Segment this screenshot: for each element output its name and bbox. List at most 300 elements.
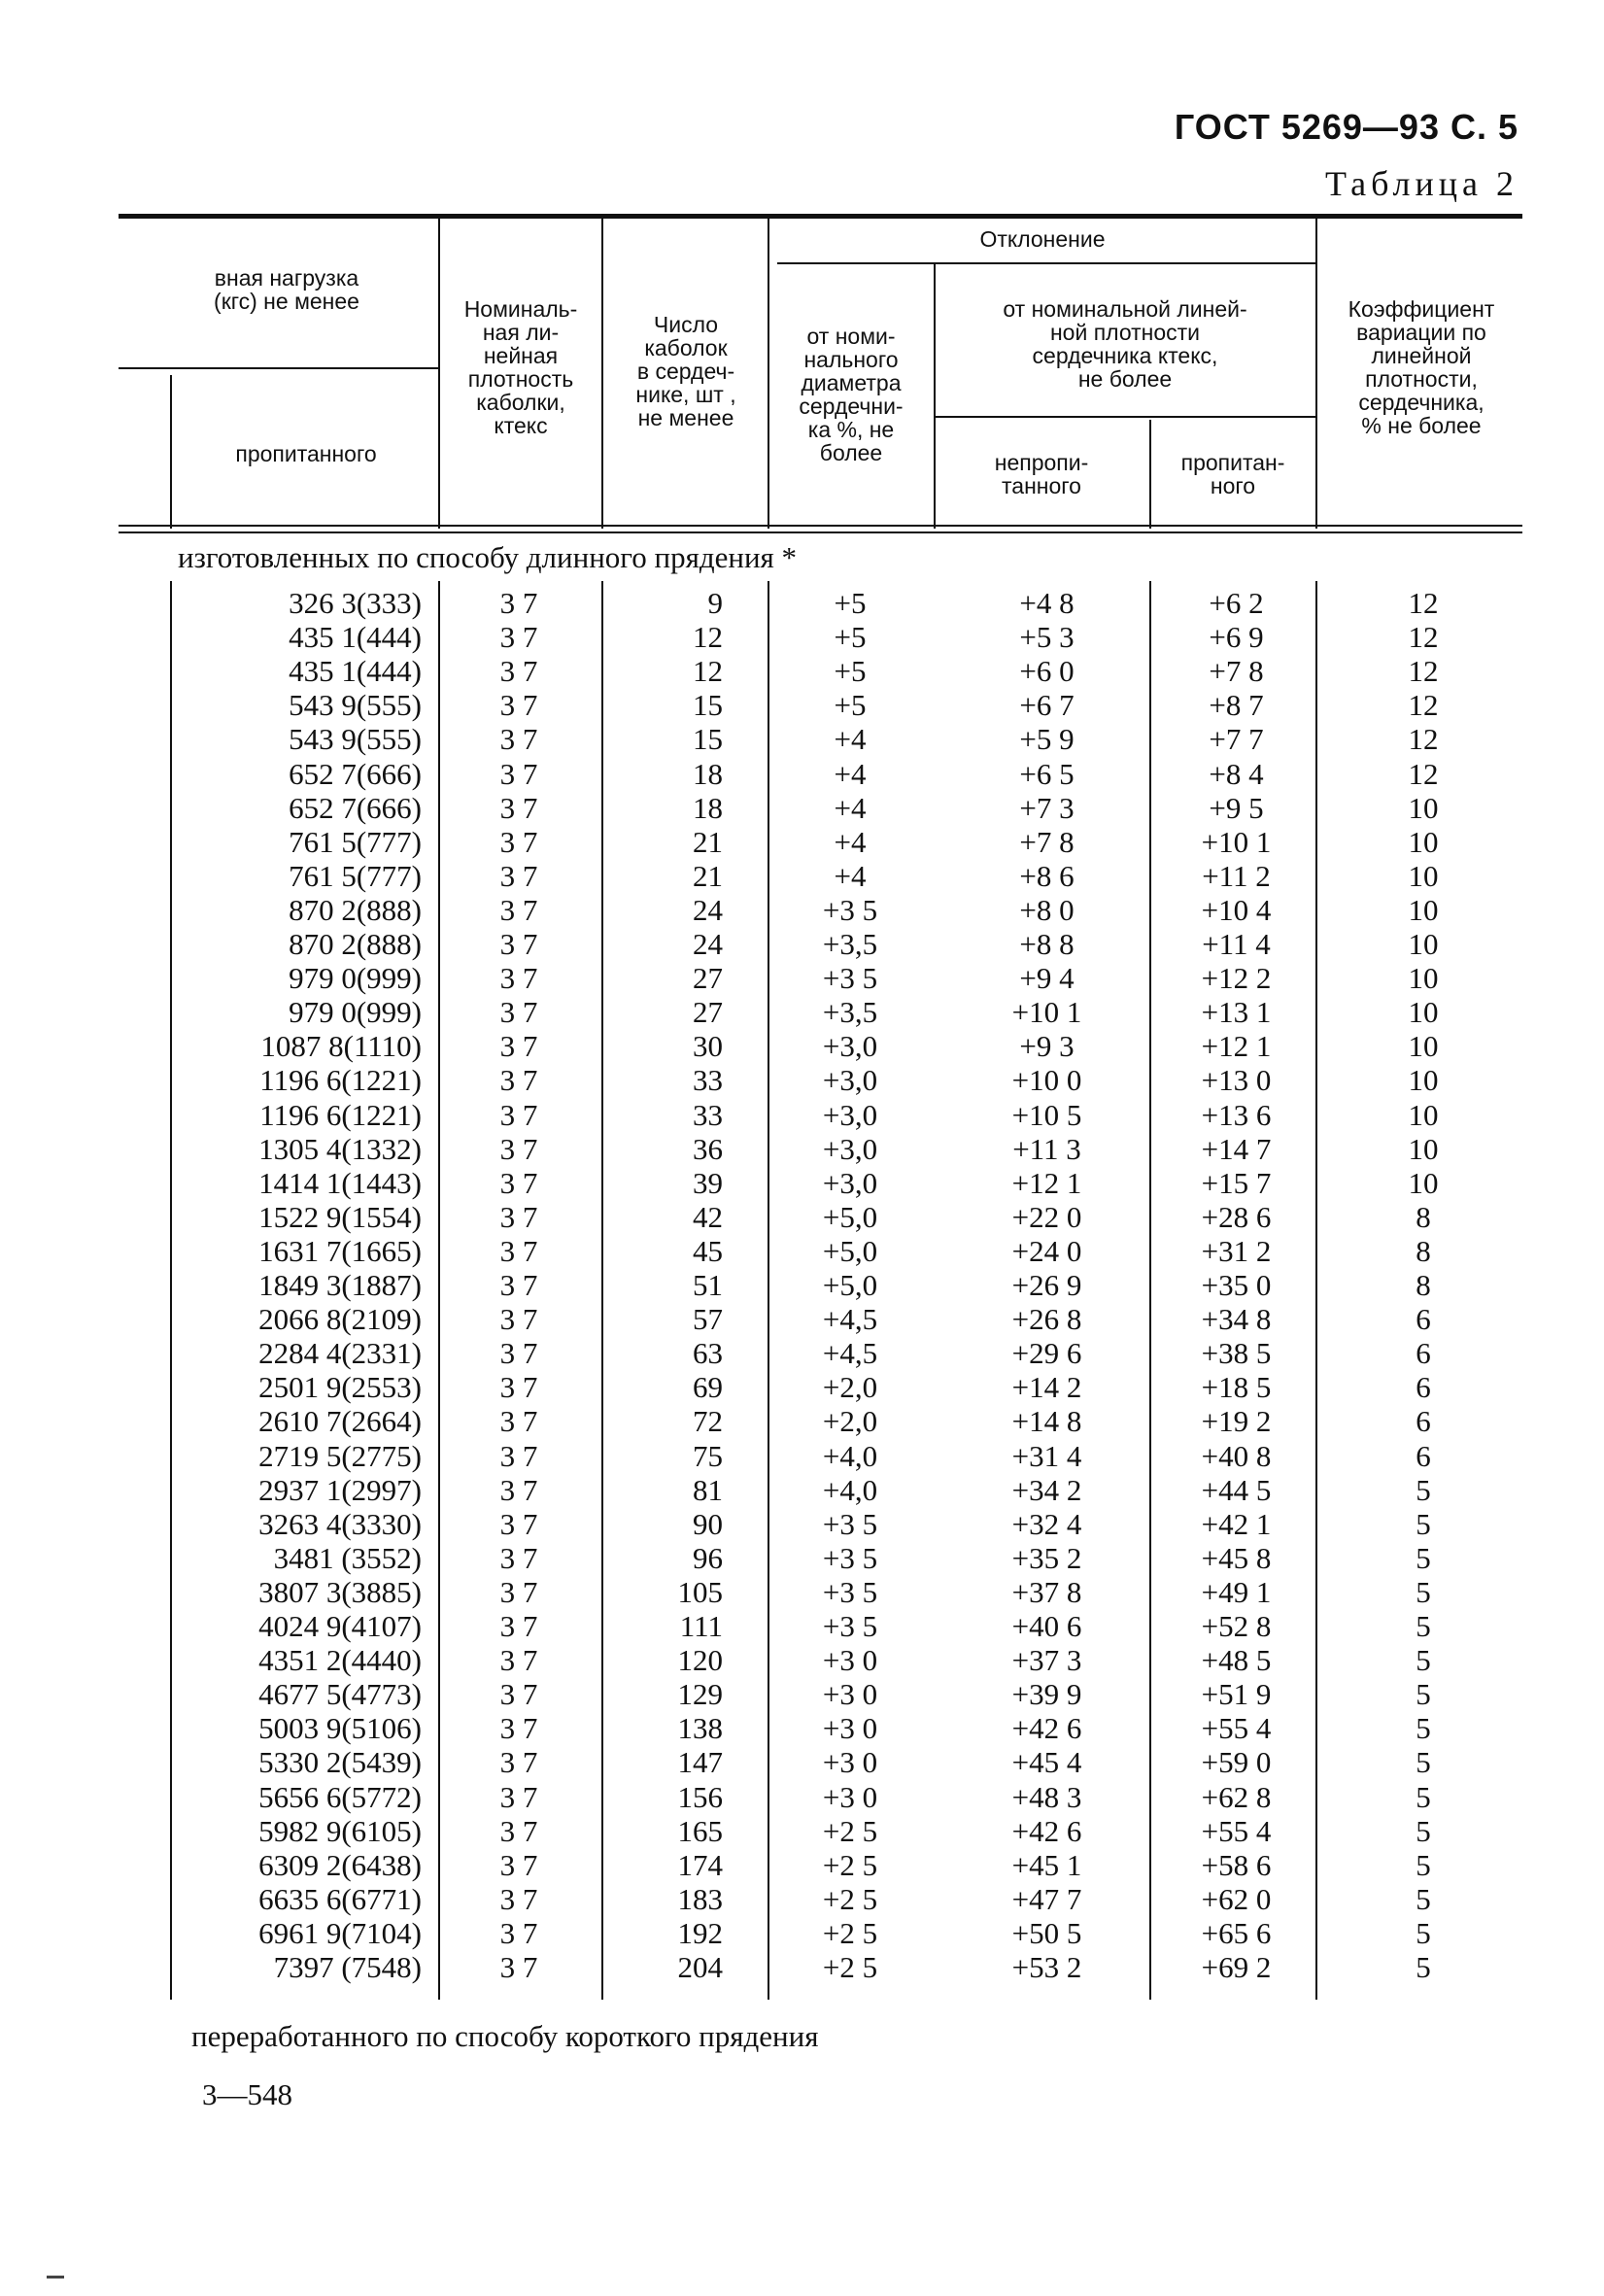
cell-linear-density: 3 7 [499, 1506, 538, 1541]
cell-nonimpregnated-deviation: +47 7 [1011, 1881, 1082, 1916]
table-row [0, 1268, 1604, 1302]
header-divider [768, 216, 769, 529]
cell-yarn-count: 27 [693, 995, 723, 1030]
cell-impregnated-deviation: +6 2 [1209, 586, 1264, 620]
cell-yarn-count: 15 [693, 722, 723, 757]
cell-diameter-deviation: +2,0 [822, 1404, 878, 1439]
cell-variation-coef: 8 [1416, 1199, 1431, 1234]
cell-impregnated-deviation: +58 6 [1201, 1847, 1272, 1882]
header-divider [438, 216, 440, 529]
cell-nonimpregnated-deviation: +8 6 [1019, 858, 1075, 893]
cell-yarn-count: 9 [707, 586, 723, 620]
cell-impregnated-deviation: +51 9 [1201, 1677, 1272, 1712]
cell-variation-coef: 12 [1408, 722, 1439, 757]
cell-breaking-load: 2610 7(2664) [258, 1404, 422, 1439]
cell-diameter-deviation: +5 [834, 586, 867, 620]
cell-yarn-count: 72 [693, 1404, 723, 1439]
cell-variation-coef: 5 [1416, 1506, 1431, 1541]
cell-yarn-count: 81 [693, 1472, 723, 1507]
cell-linear-density: 3 7 [499, 1745, 538, 1780]
cell-diameter-deviation: +3 0 [822, 1711, 878, 1746]
col-header-yarn-count: Число каболок в сердеч- нике, шт , не менее [635, 312, 736, 430]
cell-linear-density: 3 7 [499, 688, 538, 723]
cell-impregnated-deviation: +55 4 [1201, 1711, 1272, 1746]
cell-linear-density: 3 7 [499, 1643, 538, 1678]
cell-variation-coef: 10 [1408, 790, 1439, 825]
cell-diameter-deviation: +5,0 [822, 1233, 878, 1268]
col-header-variation-coef: Коэффициент вариации по линейной плотности, сердечника, % не более [1348, 296, 1495, 438]
cell-linear-density: 3 7 [499, 586, 538, 620]
table-row [0, 791, 1604, 825]
cell-linear-density: 3 7 [499, 1029, 538, 1064]
table-row [0, 961, 1604, 995]
cell-impregnated-deviation: +45 8 [1201, 1540, 1272, 1575]
col-header-linear-density: Номиналь- ная ли- нейная плотность каболки, ктекс [463, 296, 578, 438]
cell-breaking-load: 2501 9(2553) [258, 1370, 422, 1405]
cell-diameter-deviation: +5,0 [822, 1199, 878, 1234]
table-row [0, 1882, 1604, 1916]
cell-linear-density: 3 7 [499, 1472, 538, 1507]
table-row [0, 1404, 1604, 1438]
header-divider [1149, 420, 1151, 529]
cell-yarn-count: 51 [693, 1268, 723, 1302]
cell-linear-density: 3 7 [499, 790, 538, 825]
col-header-deviation: Отклонение [979, 226, 1106, 252]
section-title-long-spinning: изготовленных по способу длинного прядения * [178, 540, 798, 574]
table-row [0, 1132, 1604, 1166]
cell-breaking-load: 3807 3(3885) [258, 1574, 422, 1609]
cell-impregnated-deviation: +34 8 [1201, 1302, 1272, 1337]
cell-variation-coef: 5 [1416, 1813, 1431, 1848]
cell-variation-coef: 10 [1408, 858, 1439, 893]
cell-breaking-load: 4677 5(4773) [258, 1677, 422, 1712]
cell-yarn-count: 39 [693, 1165, 723, 1200]
cell-variation-coef: 5 [1416, 1915, 1431, 1950]
cell-diameter-deviation: +5 [834, 654, 867, 689]
cell-breaking-load: 1305 4(1332) [258, 1131, 422, 1166]
cell-diameter-deviation: +4,0 [822, 1438, 878, 1473]
cell-yarn-count: 24 [693, 892, 723, 927]
cell-breaking-load: 1522 9(1554) [258, 1199, 422, 1234]
cell-breaking-load: 979 0(999) [289, 995, 422, 1030]
cell-impregnated-deviation: +12 2 [1201, 961, 1272, 996]
cell-nonimpregnated-deviation: +42 6 [1011, 1813, 1082, 1848]
cell-yarn-count: 174 [677, 1847, 723, 1882]
cell-diameter-deviation: +4 [834, 790, 867, 825]
cell-impregnated-deviation: +55 4 [1201, 1813, 1272, 1848]
col-header-nonimpregnated: непропи- танного [994, 450, 1089, 498]
col-header-diameter-dev: от номи- нального диаметра сердечни- ка %, не более [799, 324, 904, 465]
cell-variation-coef: 5 [1416, 1574, 1431, 1609]
table-row [0, 1780, 1604, 1814]
cell-breaking-load: 543 9(555) [289, 688, 422, 723]
cell-yarn-count: 111 [679, 1609, 723, 1643]
cell-linear-density: 3 7 [499, 1915, 538, 1950]
cell-impregnated-deviation: +28 6 [1201, 1199, 1272, 1234]
cell-diameter-deviation: +2,0 [822, 1370, 878, 1405]
cell-nonimpregnated-deviation: +14 2 [1011, 1370, 1082, 1405]
cell-linear-density: 3 7 [499, 620, 538, 655]
cell-linear-density: 3 7 [499, 1131, 538, 1166]
cell-nonimpregnated-deviation: +11 3 [1012, 1131, 1081, 1166]
table-row [0, 722, 1604, 756]
cell-nonimpregnated-deviation: +9 3 [1019, 1029, 1075, 1064]
cell-impregnated-deviation: +62 8 [1201, 1779, 1272, 1814]
cell-variation-coef: 6 [1416, 1336, 1431, 1371]
cell-variation-coef: 12 [1408, 688, 1439, 723]
cell-impregnated-deviation: +9 5 [1209, 790, 1264, 825]
cell-variation-coef: 5 [1416, 1609, 1431, 1643]
cell-linear-density: 3 7 [499, 995, 538, 1030]
cell-yarn-count: 21 [693, 858, 723, 893]
cell-variation-coef: 5 [1416, 1472, 1431, 1507]
cell-breaking-load: 4024 9(4107) [258, 1609, 422, 1643]
cell-diameter-deviation: +3,0 [822, 1131, 878, 1166]
cell-linear-density: 3 7 [499, 1574, 538, 1609]
cell-impregnated-deviation: +8 4 [1209, 756, 1264, 791]
cell-variation-coef: 5 [1416, 1711, 1431, 1746]
cell-linear-density: 3 7 [499, 1097, 538, 1132]
cell-nonimpregnated-deviation: +5 9 [1019, 722, 1075, 757]
table-row [0, 1848, 1604, 1882]
cell-diameter-deviation: +3,5 [822, 995, 878, 1030]
cell-yarn-count: 75 [693, 1438, 723, 1473]
cell-yarn-count: 36 [693, 1131, 723, 1166]
cell-yarn-count: 120 [677, 1643, 723, 1678]
cell-breaking-load: 7397 (7548) [273, 1950, 422, 1984]
cell-yarn-count: 18 [693, 756, 723, 791]
cell-nonimpregnated-deviation: +12 1 [1011, 1165, 1082, 1200]
cell-nonimpregnated-deviation: +32 4 [1011, 1506, 1082, 1541]
cell-impregnated-deviation: +13 0 [1201, 1063, 1272, 1098]
cell-breaking-load: 6961 9(7104) [258, 1915, 422, 1950]
table-row [0, 1098, 1604, 1132]
cell-impregnated-deviation: +59 0 [1201, 1745, 1272, 1780]
table-row [0, 825, 1604, 859]
table-row [0, 1609, 1604, 1643]
cell-breaking-load: 5003 9(5106) [258, 1711, 422, 1746]
cell-nonimpregnated-deviation: +4 8 [1019, 586, 1075, 620]
cell-linear-density: 3 7 [499, 1950, 538, 1984]
table-row [0, 1439, 1604, 1473]
table-row [0, 1370, 1604, 1404]
cell-diameter-deviation: +3 5 [822, 1540, 878, 1575]
cell-impregnated-deviation: +8 7 [1209, 688, 1264, 723]
cell-linear-density: 3 7 [499, 1233, 538, 1268]
cell-nonimpregnated-deviation: +35 2 [1011, 1540, 1082, 1575]
cell-yarn-count: 57 [693, 1302, 723, 1337]
cell-yarn-count: 129 [677, 1677, 723, 1712]
cell-yarn-count: 15 [693, 688, 723, 723]
table-row [0, 1814, 1604, 1848]
table-row [0, 1643, 1604, 1677]
cell-impregnated-deviation: +31 2 [1201, 1233, 1272, 1268]
cell-yarn-count: 183 [677, 1881, 723, 1916]
cell-linear-density: 3 7 [499, 654, 538, 689]
cell-linear-density: 3 7 [499, 1677, 538, 1712]
cell-impregnated-deviation: +11 2 [1202, 858, 1271, 893]
cell-impregnated-deviation: +7 7 [1209, 722, 1264, 757]
cell-linear-density: 3 7 [499, 1609, 538, 1643]
cell-yarn-count: 96 [693, 1540, 723, 1575]
cell-variation-coef: 5 [1416, 1950, 1431, 1984]
cell-yarn-count: 165 [677, 1813, 723, 1848]
cell-nonimpregnated-deviation: +53 2 [1011, 1950, 1082, 1984]
cell-breaking-load: 4351 2(4440) [258, 1643, 422, 1678]
cell-nonimpregnated-deviation: +7 8 [1019, 824, 1075, 859]
cell-diameter-deviation: +3 0 [822, 1779, 878, 1814]
table-row [0, 1745, 1604, 1779]
table-row [0, 1029, 1604, 1063]
cell-impregnated-deviation: +69 2 [1201, 1950, 1272, 1984]
cell-nonimpregnated-deviation: +6 5 [1019, 756, 1075, 791]
table-row [0, 1916, 1604, 1950]
cell-variation-coef: 10 [1408, 1131, 1439, 1166]
col-header-impregnated-dev: пропитан- ного [1180, 450, 1285, 498]
cell-linear-density: 3 7 [499, 756, 538, 791]
cell-variation-coef: 5 [1416, 1677, 1431, 1712]
header-divider [170, 375, 172, 529]
cell-linear-density: 3 7 [499, 858, 538, 893]
cell-yarn-count: 90 [693, 1506, 723, 1541]
cell-linear-density: 3 7 [499, 1268, 538, 1302]
table-row [0, 1473, 1604, 1507]
cell-yarn-count: 33 [693, 1097, 723, 1132]
cell-yarn-count: 21 [693, 824, 723, 859]
cell-nonimpregnated-deviation: +6 0 [1019, 654, 1075, 689]
cell-yarn-count: 42 [693, 1199, 723, 1234]
cell-diameter-deviation: +3,0 [822, 1029, 878, 1064]
cell-diameter-deviation: +3 0 [822, 1643, 878, 1678]
cell-diameter-deviation: +3,0 [822, 1097, 878, 1132]
cell-breaking-load: 2719 5(2775) [258, 1438, 422, 1473]
cell-breaking-load: 1196 6(1221) [259, 1097, 422, 1132]
cell-impregnated-deviation: +38 5 [1201, 1336, 1272, 1371]
cell-diameter-deviation: +4,5 [822, 1336, 878, 1371]
cell-nonimpregnated-deviation: +8 0 [1019, 892, 1075, 927]
cell-impregnated-deviation: +52 8 [1201, 1609, 1272, 1643]
header-divider [601, 216, 603, 529]
cell-nonimpregnated-deviation: +42 6 [1011, 1711, 1082, 1746]
section-title-short-spinning: переработанного по способу короткого прядения [191, 2019, 819, 2053]
cell-yarn-count: 69 [693, 1370, 723, 1405]
cell-impregnated-deviation: +13 6 [1201, 1097, 1272, 1132]
header-divider [1315, 216, 1317, 529]
cell-variation-coef: 10 [1408, 1063, 1439, 1098]
cell-nonimpregnated-deviation: +39 9 [1011, 1677, 1082, 1712]
page-code: 3—548 [202, 2077, 292, 2111]
cell-breaking-load: 652 7(666) [289, 790, 422, 825]
cell-impregnated-deviation: +44 5 [1201, 1472, 1272, 1507]
cell-diameter-deviation: +2 5 [822, 1881, 878, 1916]
cell-linear-density: 3 7 [499, 1370, 538, 1405]
cell-impregnated-deviation: +40 8 [1201, 1438, 1272, 1473]
cell-variation-coef: 8 [1416, 1268, 1431, 1302]
cell-variation-coef: 8 [1416, 1233, 1431, 1268]
cell-yarn-count: 138 [677, 1711, 723, 1746]
cell-linear-density: 3 7 [499, 1813, 538, 1848]
table-row [0, 757, 1604, 791]
cell-nonimpregnated-deviation: +37 3 [1011, 1643, 1082, 1678]
cell-breaking-load: 5982 9(6105) [258, 1813, 422, 1848]
cell-diameter-deviation: +3 0 [822, 1745, 878, 1780]
cell-impregnated-deviation: +6 9 [1209, 620, 1264, 655]
table-row [0, 1575, 1604, 1609]
table-row [0, 893, 1604, 927]
cell-diameter-deviation: +3 0 [822, 1677, 878, 1712]
cell-breaking-load: 5330 2(5439) [258, 1745, 422, 1780]
cell-breaking-load: 870 2(888) [289, 892, 422, 927]
cell-diameter-deviation: +4 [834, 824, 867, 859]
cell-breaking-load: 435 1(444) [289, 620, 422, 655]
cell-nonimpregnated-deviation: +10 1 [1011, 995, 1082, 1030]
cell-breaking-load: 3481 (3552) [273, 1540, 422, 1575]
header-divider [777, 262, 1315, 264]
cell-linear-density: 3 7 [499, 1779, 538, 1814]
cell-impregnated-deviation: +14 7 [1201, 1131, 1272, 1166]
cell-nonimpregnated-deviation: +24 0 [1011, 1233, 1082, 1268]
cell-impregnated-deviation: +11 4 [1202, 927, 1271, 961]
cell-impregnated-deviation: +10 4 [1201, 892, 1272, 927]
cell-nonimpregnated-deviation: +5 3 [1019, 620, 1075, 655]
cell-linear-density: 3 7 [499, 824, 538, 859]
table-row [0, 1234, 1604, 1268]
table-row [0, 1950, 1604, 1984]
cell-diameter-deviation: +3,0 [822, 1165, 878, 1200]
cell-diameter-deviation: +3 5 [822, 1506, 878, 1541]
cell-breaking-load: 5656 6(5772) [258, 1779, 422, 1814]
cell-variation-coef: 5 [1416, 1643, 1431, 1678]
cell-yarn-count: 33 [693, 1063, 723, 1098]
cell-yarn-count: 156 [677, 1779, 723, 1814]
cell-nonimpregnated-deviation: +14 8 [1011, 1404, 1082, 1439]
table-row [0, 654, 1604, 688]
header-bottom-rule [119, 525, 1522, 533]
cell-linear-density: 3 7 [499, 1199, 538, 1234]
cell-breaking-load: 1196 6(1221) [259, 1063, 422, 1098]
cell-nonimpregnated-deviation: +7 3 [1019, 790, 1075, 825]
cell-linear-density: 3 7 [499, 961, 538, 996]
cell-impregnated-deviation: +48 5 [1201, 1643, 1272, 1678]
table-row [0, 1336, 1604, 1370]
cell-diameter-deviation: +3 5 [822, 1609, 878, 1643]
cell-nonimpregnated-deviation: +26 8 [1011, 1302, 1082, 1337]
cell-yarn-count: 147 [677, 1745, 723, 1780]
table-row [0, 1541, 1604, 1575]
cell-diameter-deviation: +4 [834, 756, 867, 791]
cell-diameter-deviation: +4 [834, 858, 867, 893]
cell-variation-coef: 5 [1416, 1881, 1431, 1916]
cell-nonimpregnated-deviation: +29 6 [1011, 1336, 1082, 1371]
cell-nonimpregnated-deviation: +37 8 [1011, 1574, 1082, 1609]
table-row [0, 688, 1604, 722]
cell-nonimpregnated-deviation: +50 5 [1011, 1915, 1082, 1950]
table-label: Таблица 2 [1325, 164, 1519, 203]
cell-variation-coef: 6 [1416, 1438, 1431, 1473]
table-row [0, 995, 1604, 1029]
cell-nonimpregnated-deviation: +31 4 [1011, 1438, 1082, 1473]
cell-linear-density: 3 7 [499, 1711, 538, 1746]
cell-diameter-deviation: +3,5 [822, 927, 878, 961]
cell-nonimpregnated-deviation: +8 8 [1019, 927, 1075, 961]
cell-variation-coef: 5 [1416, 1779, 1431, 1814]
table-row [0, 1677, 1604, 1711]
cell-breaking-load: 1087 8(1110) [260, 1029, 422, 1064]
cell-nonimpregnated-deviation: +9 4 [1019, 961, 1075, 996]
cell-breaking-load: 2284 4(2331) [258, 1336, 422, 1371]
cell-variation-coef: 6 [1416, 1404, 1431, 1439]
cell-diameter-deviation: +5 [834, 688, 867, 723]
cell-breaking-load: 326 3(333) [289, 586, 422, 620]
cell-variation-coef: 10 [1408, 1165, 1439, 1200]
table-row [0, 586, 1604, 620]
cell-breaking-load: 6309 2(6438) [258, 1847, 422, 1882]
cell-yarn-count: 12 [693, 620, 723, 655]
cell-linear-density: 3 7 [499, 1404, 538, 1439]
cell-impregnated-deviation: +15 7 [1201, 1165, 1272, 1200]
cell-impregnated-deviation: +49 1 [1201, 1574, 1272, 1609]
cell-breaking-load: 435 1(444) [289, 654, 422, 689]
cell-linear-density: 3 7 [499, 722, 538, 757]
cell-breaking-load: 761 5(777) [289, 858, 422, 893]
cell-yarn-count: 63 [693, 1336, 723, 1371]
cell-linear-density: 3 7 [499, 1063, 538, 1098]
cell-diameter-deviation: +3 5 [822, 1574, 878, 1609]
cell-nonimpregnated-deviation: +45 4 [1011, 1745, 1082, 1780]
cell-linear-density: 3 7 [499, 927, 538, 961]
cell-variation-coef: 10 [1408, 961, 1439, 996]
header-divider [119, 367, 438, 369]
cell-diameter-deviation: +2 5 [822, 1915, 878, 1950]
cell-diameter-deviation: +5,0 [822, 1268, 878, 1302]
cell-yarn-count: 30 [693, 1029, 723, 1064]
cell-variation-coef: 6 [1416, 1302, 1431, 1337]
cell-diameter-deviation: +2 5 [822, 1950, 878, 1984]
cell-nonimpregnated-deviation: +10 0 [1011, 1063, 1082, 1098]
cell-yarn-count: 45 [693, 1233, 723, 1268]
cell-breaking-load: 1849 3(1887) [258, 1268, 422, 1302]
cell-linear-density: 3 7 [499, 1540, 538, 1575]
cell-variation-coef: 12 [1408, 620, 1439, 655]
table-row [0, 1166, 1604, 1200]
cell-variation-coef: 10 [1408, 995, 1439, 1030]
cell-breaking-load: 1631 7(1665) [258, 1233, 422, 1268]
cell-linear-density: 3 7 [499, 1336, 538, 1371]
table-row [0, 1302, 1604, 1336]
cell-variation-coef: 5 [1416, 1745, 1431, 1780]
cell-variation-coef: 12 [1408, 586, 1439, 620]
cell-variation-coef: 10 [1408, 1097, 1439, 1132]
col-header-breaking-load: вная нагрузка (кгс) не менее [214, 265, 359, 314]
cell-diameter-deviation: +3,0 [822, 1063, 878, 1098]
cell-breaking-load: 6635 6(6771) [258, 1881, 422, 1916]
cell-diameter-deviation: +2 5 [822, 1847, 878, 1882]
cell-nonimpregnated-deviation: +34 2 [1011, 1472, 1082, 1507]
table-row [0, 620, 1604, 654]
cell-breaking-load: 870 2(888) [289, 927, 422, 961]
cell-impregnated-deviation: +18 5 [1201, 1370, 1272, 1405]
cell-impregnated-deviation: +10 1 [1201, 824, 1272, 859]
table-row [0, 1711, 1604, 1745]
cell-nonimpregnated-deviation: +10 5 [1011, 1097, 1082, 1132]
cell-linear-density: 3 7 [499, 1165, 538, 1200]
cell-yarn-count: 192 [677, 1915, 723, 1950]
cell-variation-coef: 5 [1416, 1847, 1431, 1882]
cell-diameter-deviation: +4,0 [822, 1472, 878, 1507]
cell-breaking-load: 3263 4(3330) [258, 1506, 422, 1541]
cell-linear-density: 3 7 [499, 1847, 538, 1882]
cell-breaking-load: 761 5(777) [289, 824, 422, 859]
